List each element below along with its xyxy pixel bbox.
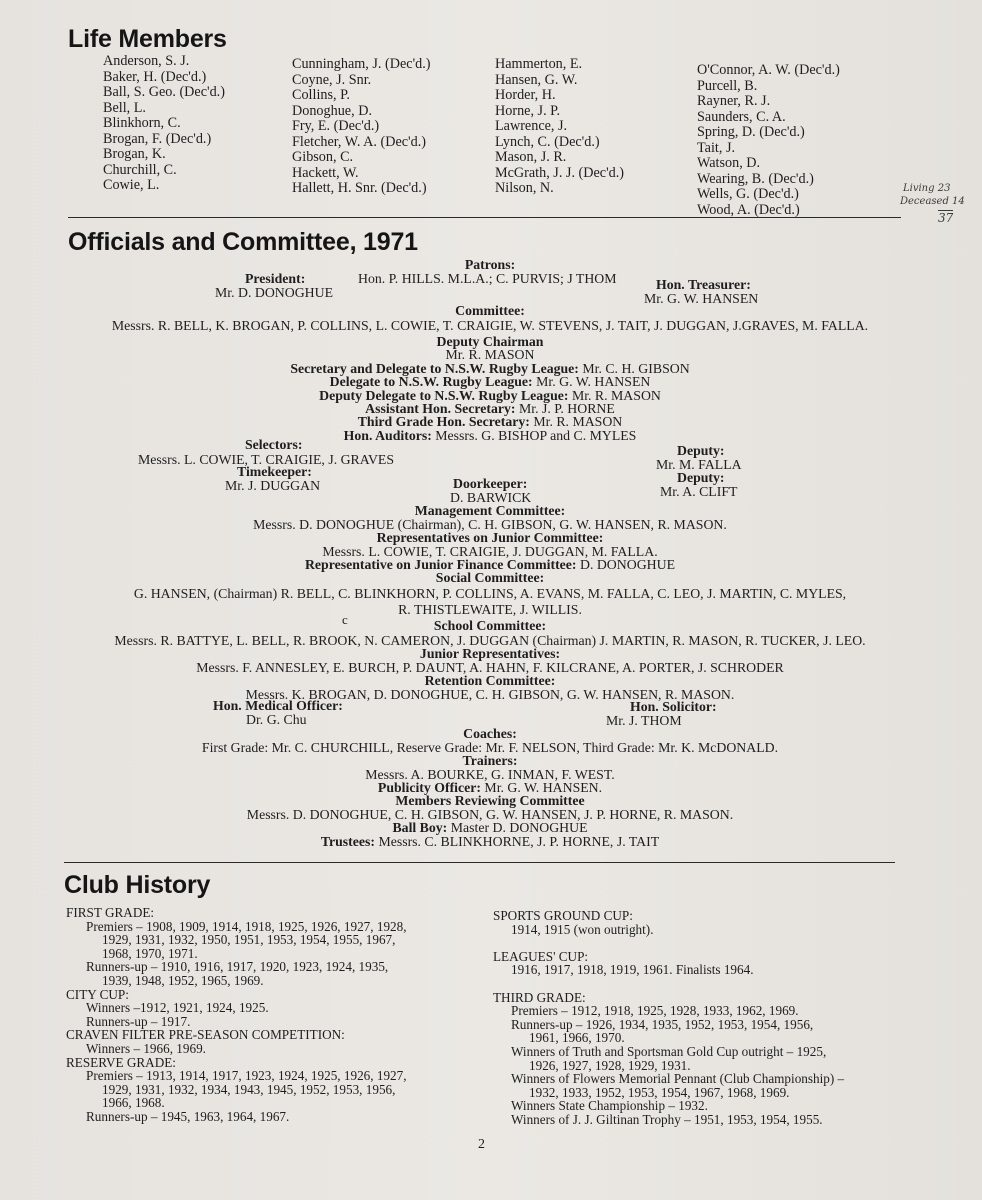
committee-label: Committee: <box>455 303 525 318</box>
life-member-entry: Spring, D. (Dec'd.) <box>697 124 805 140</box>
section-divider <box>64 862 895 863</box>
life-member-entry: Cowie, L. <box>103 177 160 193</box>
president-name: Mr. D. DONOGHUE <box>215 285 334 300</box>
history-entry <box>493 977 844 991</box>
handwritten-living-count: Living 23 <box>903 183 951 194</box>
history-entry: Runners-up – 1926, 1934, 1935, 1952, 1953, 1954, 1956, <box>511 1016 814 1032</box>
trustees-line: Trustees: Messrs. C. BLINKHORNE, J. P. HORNE, J. TAIT <box>320 834 660 849</box>
history-entry: Runners-up – 1945, 1963, 1964, 1967. <box>86 1108 290 1124</box>
deputy-name-1: Mr. M. FALLA <box>656 457 742 472</box>
life-member-entry: Hammerton, E. <box>495 56 583 72</box>
junior-representatives-label: Junior Representatives: <box>419 646 561 661</box>
life-member-entry: O'Connor, A. W. (Dec'd.) <box>697 62 840 78</box>
handwritten-total: 37 <box>938 211 954 225</box>
history-category: LEAGUES' CUP: <box>493 948 589 964</box>
deputy-label-2: Deputy: <box>677 470 725 485</box>
reviewing-committee-names: Messrs. D. DONOGHUE, C. H. GIBSON, G. W. HANSEN, J. P. HORNE, R. MASON. <box>246 807 734 822</box>
life-member-entry: Mason, J. R. <box>495 149 567 165</box>
ball-boy-line: Ball Boy: Master D. DONOGHUE <box>392 820 588 835</box>
history-entry: Winners of Truth and Sportsman Gold Cup outright – 1925, <box>511 1043 827 1059</box>
history-category: RESERVE GRADE: <box>66 1054 176 1070</box>
life-member-entry: Anderson, S. J. <box>103 53 190 69</box>
life-members-column-4 <box>697 63 840 218</box>
management-committee-label: Management Committee: <box>414 503 566 518</box>
history-entry: Winners – 1966, 1969. <box>86 1040 206 1056</box>
deputy-name-2: Mr. A. CLIFT <box>660 484 738 499</box>
history-entry: Winners –1912, 1921, 1924, 1925. <box>86 1000 269 1016</box>
life-member-entry: Wood, A. (Dec'd.) <box>697 201 800 218</box>
coaches-label: Coaches: <box>463 726 517 741</box>
life-member-entry: Purcell, B. <box>697 77 758 94</box>
club-history-right-column <box>493 909 844 1127</box>
management-committee-names: Messrs. D. DONOGHUE (Chairman), C. H. GIBSON, G. W. HANSEN, R. MASON. <box>253 517 727 532</box>
life-member-entry: McGrath, J. J. (Dec'd.) <box>495 164 625 181</box>
life-member-entry: Wells, G. (Dec'd.) <box>697 186 799 202</box>
history-entry: Premiers – 1912, 1918, 1925, 1928, 1933, 1962, 1969. <box>511 1003 799 1019</box>
president-label: President: <box>245 271 306 286</box>
life-member-entry: Wearing, B. (Dec'd.) <box>697 170 814 187</box>
auditors-line: Hon. Auditors: Messrs. G. BISHOP and C. MYLES <box>343 428 637 443</box>
life-member-entry: Saunders, C. A. <box>697 108 786 125</box>
life-member-entry: Baker, H. (Dec'd.) <box>103 68 207 85</box>
life-member-entry: Donoghue, D. <box>292 102 372 119</box>
deputy-chairman-name: Mr. R. MASON <box>445 347 535 362</box>
life-member-entry: Fletcher, W. A. (Dec'd.) <box>292 133 426 150</box>
history-entry: Winners of Flowers Memorial Pennant (Club Championship) – <box>511 1071 845 1087</box>
trainers-label: Trainers: <box>462 753 518 768</box>
life-member-entry: Watson, D. <box>697 155 761 171</box>
publicity-officer-line: Publicity Officer: Mr. G. W. HANSEN. <box>377 780 603 795</box>
history-entry: Winners of J. J. Giltinan Trophy – 1951, 1953, 1954, 1955. <box>511 1111 823 1127</box>
social-committee-names-2: R. THISTLEWAITE, J. WILLIS. <box>398 602 582 617</box>
history-entry: Runners-up – 1910, 1916, 1917, 1920, 1923, 1924, 1935, <box>86 959 389 975</box>
selectors-names: Messrs. L. COWIE, T. CRAIGIE, J. GRAVES <box>138 452 395 467</box>
life-member-entry: Cunningham, J. (Dec'd.) <box>292 56 431 72</box>
third-grade-secretary-line: Third Grade Hon. Secretary: Mr. R. MASON <box>357 414 623 429</box>
section-divider <box>68 217 901 218</box>
social-committee-names-1: G. HANSEN, (Chairman) R. BELL, C. BLINKHORN, P. COLLINS, A. EVANS, M. FALLA, C. LEO, J. MARTIN, C. MYLES, <box>133 586 847 601</box>
life-members-heading: Life Members <box>68 25 227 53</box>
medical-officer-name: Dr. G. Chu <box>246 712 307 727</box>
history-entry: 1926, 1927, 1928, 1929, 1931. <box>529 1057 691 1073</box>
history-entry: 1932, 1933, 1952, 1953, 1954, 1967, 1968, 1969. <box>529 1084 790 1100</box>
junior-committee-names: Messrs. L. COWIE, T. CRAIGIE, J. DUGGAN, M. FALLA. <box>322 544 658 559</box>
junior-finance-line: Representative on Junior Finance Committee: D. DONOGHUE <box>304 557 676 572</box>
reviewing-committee-label: Members Reviewing Committee <box>395 793 585 808</box>
life-member-entry: Fry, E. (Dec'd.) <box>292 118 380 134</box>
life-members-column-2 <box>292 57 431 197</box>
officials-heading: Officials and Committee, 1971 <box>68 228 418 256</box>
doorkeeper-name: D. BARWICK <box>450 490 532 505</box>
life-member-entry: Brogan, K. <box>103 146 166 162</box>
history-entry: 1929, 1931, 1932, 1934, 1943, 1945, 1952, 1953, 1956, <box>102 1081 396 1097</box>
page-number: 2 <box>478 1137 485 1152</box>
history-entry <box>493 936 844 950</box>
life-members-column-3 <box>495 57 624 197</box>
solicitor-name: Mr. J. THOM <box>606 713 682 728</box>
life-member-entry: Lynch, C. (Dec'd.) <box>495 133 600 150</box>
committee-names: Messrs. R. BELL, K. BROGAN, P. COLLINS, L. COWIE, T. CRAIGIE, W. STEVENS, J. TAIT, J. DUGGAN, J.GRAVES, M. FALLA. <box>111 318 869 333</box>
life-member-entry: Horne, J. P. <box>495 102 561 119</box>
treasurer-name: Mr. G. W. HANSEN <box>644 291 759 306</box>
history-entry: Premiers – 1908, 1909, 1914, 1918, 1925, 1926, 1927, 1928, <box>86 918 407 934</box>
life-members-column-1 <box>103 54 225 194</box>
life-member-entry: Rayner, R. J. <box>697 93 771 109</box>
life-member-entry: Nilson, N. <box>495 180 554 196</box>
school-committee-label: School Committee: <box>433 618 547 633</box>
timekeeper-name: Mr. J. DUGGAN <box>225 478 321 493</box>
history-entry: 1968, 1970, 1971. <box>102 945 198 961</box>
life-member-entry: Coyne, J. Snr. <box>292 71 372 88</box>
life-member-entry: Gibson, C. <box>292 149 354 165</box>
patrons-label: Patrons: <box>464 257 516 272</box>
coaches-names: First Grade: Mr. C. CHURCHILL, Reserve Grade: Mr. F. NELSON, Third Grade: Mr. K. McDONALD. <box>201 740 779 755</box>
life-member-entry: Hansen, G. W. <box>495 71 578 88</box>
life-member-entry: Collins, P. <box>292 87 350 103</box>
history-category: CRAVEN FILTER PRE-SEASON COMPETITION: <box>66 1027 345 1043</box>
trainers-names: Messrs. A. BOURKE, G. INMAN, F. WEST. <box>365 767 615 782</box>
history-category: SPORTS GROUND CUP: <box>493 908 633 923</box>
history-entry: 1929, 1931, 1932, 1950, 1951, 1953, 1954, 1955, 1967, <box>102 932 396 948</box>
history-entry: Runners-up – 1917. <box>86 1013 191 1029</box>
junior-committee-label: Representatives on Junior Committee: <box>376 530 604 545</box>
life-member-entry: Bell, L. <box>103 99 146 116</box>
junior-representatives-names: Messrs. F. ANNESLEY, E. BURCH, P. DAUNT, A. HAHN, F. KILCRANE, A. PORTER, J. SCHRODER <box>196 660 784 675</box>
history-entry: 1914, 1915 (won outright). <box>511 921 654 937</box>
deputy-delegate-line: Deputy Delegate to N.S.W. Rugby League: Mr. R. MASON <box>319 388 661 403</box>
life-member-entry: Ball, S. Geo. (Dec'd.) <box>103 84 225 100</box>
selectors-label: Selectors: <box>245 437 303 452</box>
life-member-entry: Blinkhorn, C. <box>103 115 181 131</box>
delegate-line: Delegate to N.S.W. Rugby League: Mr. G. W. HANSEN <box>329 374 651 389</box>
social-committee-label: Social Committee: <box>435 570 545 585</box>
life-member-entry: Brogan, F. (Dec'd.) <box>103 130 212 147</box>
history-entry: Winners State Championship – 1932. <box>511 1098 708 1114</box>
deputy-chairman-label: Deputy Chairman <box>436 334 544 349</box>
secretary-line: Secretary and Delegate to N.S.W. Rugby League: Mr. C. H. GIBSON <box>290 361 690 376</box>
patrons-names: Hon. P. HILLS. M.L.A.; C. PURVIS; J THOM <box>358 271 617 286</box>
medical-officer-label: Hon. Medical Officer: <box>213 698 343 713</box>
life-member-entry: Tait, J. <box>697 139 736 156</box>
history-entry: 1939, 1948, 1952, 1965, 1969. <box>102 972 264 988</box>
history-entry: 1966, 1968. <box>102 1095 165 1111</box>
history-entry: 1916, 1917, 1918, 1919, 1961. Finalists 1964. <box>511 962 754 978</box>
life-member-entry: Hackett, W. <box>292 164 359 181</box>
life-member-entry: Churchill, C. <box>103 161 177 178</box>
club-history-left-column <box>66 906 407 1124</box>
handwritten-correction: c <box>342 612 348 627</box>
timekeeper-label: Timekeeper: <box>237 464 312 479</box>
assistant-secretary-line: Assistant Hon. Secretary: Mr. J. P. HORNE <box>365 401 615 416</box>
doorkeeper-label: Doorkeeper: <box>453 476 528 491</box>
school-committee-names: Messrs. R. BATTYE, L. BELL, R. BROOK, N. CAMERON, J. DUGGAN (Chairman) J. MARTIN, R. MASON, R. TUCKER, J. LEO. <box>114 633 866 648</box>
history-entry: 1961, 1966, 1970. <box>529 1030 625 1046</box>
life-member-entry: Lawrence, J. <box>495 118 568 134</box>
handwritten-deceased-count: Deceased 14 <box>900 196 965 207</box>
club-history-heading: Club History <box>64 871 211 899</box>
life-member-entry: Hallett, H. Snr. (Dec'd.) <box>292 180 427 196</box>
history-category: THIRD GRADE: <box>493 989 586 1005</box>
retention-committee-names: Messrs. K. BROGAN, D. DONOGHUE, C. H. GIBSON, G. W. HANSEN, R. MASON. <box>245 687 735 702</box>
retention-committee-label: Retention Committee: <box>424 673 556 688</box>
treasurer-label: Hon. Treasurer: <box>656 277 751 292</box>
history-category: FIRST GRADE: <box>66 905 155 920</box>
life-member-entry: Horder, H. <box>495 87 556 103</box>
history-category: CITY CUP: <box>66 986 129 1002</box>
history-entry: Premiers – 1913, 1914, 1917, 1923, 1924, 1925, 1926, 1927, <box>86 1068 407 1084</box>
solicitor-label: Hon. Solicitor: <box>630 699 717 714</box>
deputy-label-1: Deputy: <box>677 443 725 458</box>
